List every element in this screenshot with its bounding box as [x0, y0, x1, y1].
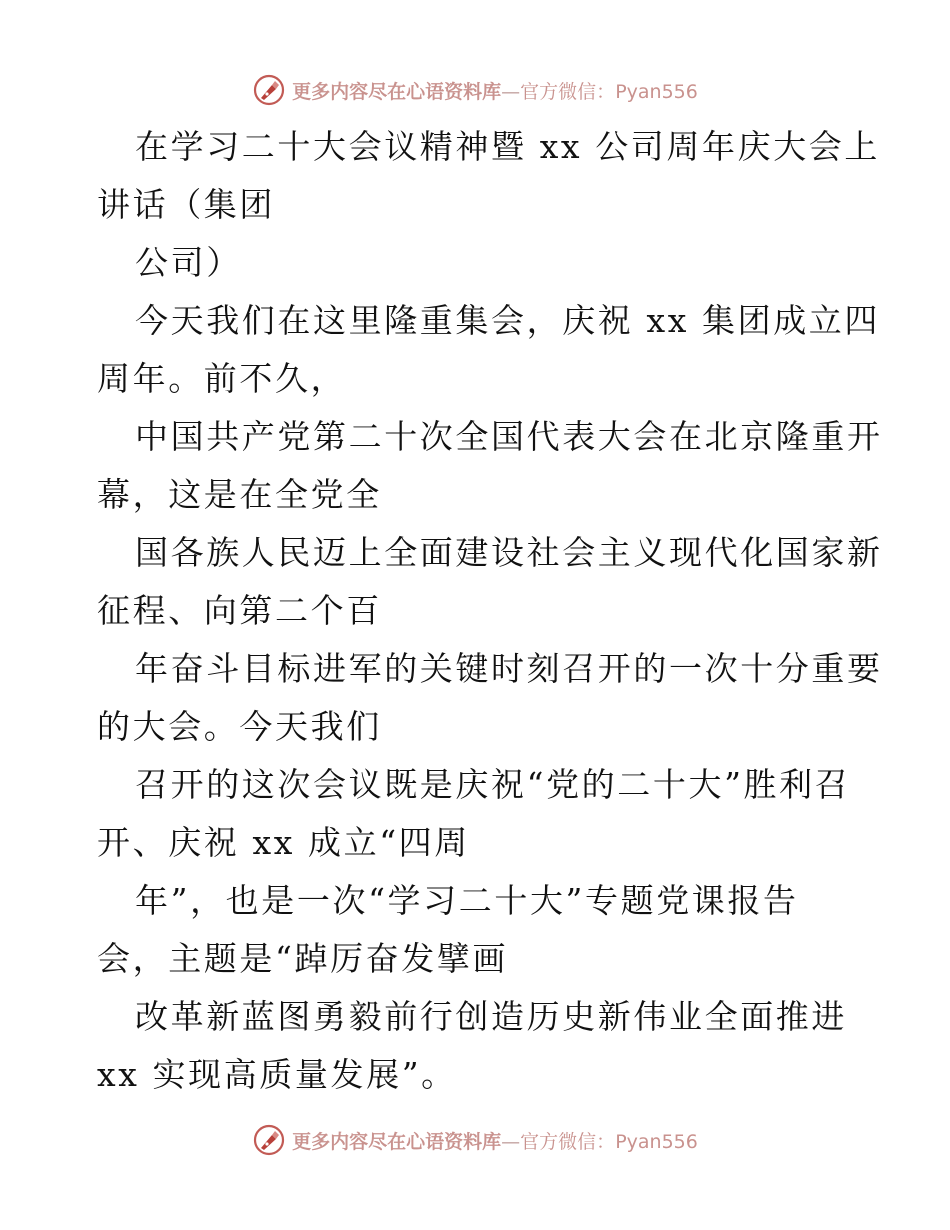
watermark-text [292, 1127, 698, 1154]
text-line: 年奋斗目标进军的关键时刻召开的一次十分重要 [135, 649, 883, 688]
watermark-group [252, 73, 698, 107]
text-line: 在学习二十大会议精神暨 xx 公司周年庆大会上 [135, 127, 881, 166]
text-line: 幕，这是在全党全 [97, 475, 382, 514]
text-line: 公司） [135, 243, 242, 282]
watermark-main: 更多内容尽在心语资料库 [292, 1130, 502, 1153]
text-line: 的大会。今天我们 [97, 707, 382, 746]
text-line: 国各族人民迈上全面建设社会主义现代化国家新 [135, 533, 883, 572]
header-watermark-banner [0, 70, 950, 110]
watermark-separator: — [501, 1130, 521, 1153]
text-line: 改革新蓝图勇毅前行创造历史新伟业全面推进 [135, 997, 847, 1036]
watermark-wechat-label: 官方微信： [520, 80, 616, 103]
watermark-wechat-id: Pyan556 [615, 80, 698, 103]
text-line: 征程、向第二个百 [97, 591, 382, 630]
watermark-group [252, 1123, 698, 1157]
text-line: 会，主题是“踔厉奋发擘画 [97, 939, 509, 978]
text-line: 今天我们在这里隆重集会，庆祝 xx 集团成立四 [135, 301, 881, 340]
text-line: 召开的这次会议既是庆祝“党的二十大”胜利召 [135, 765, 851, 804]
text-line: xx 实现高质量发展”。 [97, 1055, 457, 1094]
pen-nib-logo-icon [252, 1123, 286, 1157]
watermark-text [292, 77, 698, 104]
document-body [97, 118, 883, 1104]
watermark-main: 更多内容尽在心语资料库 [292, 80, 502, 103]
pen-nib-logo-icon [252, 73, 286, 107]
watermark-separator: — [501, 80, 521, 103]
text-line: 开、庆祝 xx 成立“四周 [97, 823, 470, 862]
watermark-wechat-label: 官方微信： [520, 1130, 616, 1153]
footer-watermark-banner [0, 1120, 950, 1160]
text-line: 周年。前不久， [97, 359, 347, 398]
watermark-wechat-id: Pyan556 [615, 1130, 698, 1153]
text-line: 年”，也是一次“学习二十大”专题党课报告 [135, 881, 799, 920]
text-line: 中国共产党第二十次全国代表大会在北京隆重开 [135, 417, 883, 456]
text-line: 讲话（集团 [97, 185, 275, 224]
